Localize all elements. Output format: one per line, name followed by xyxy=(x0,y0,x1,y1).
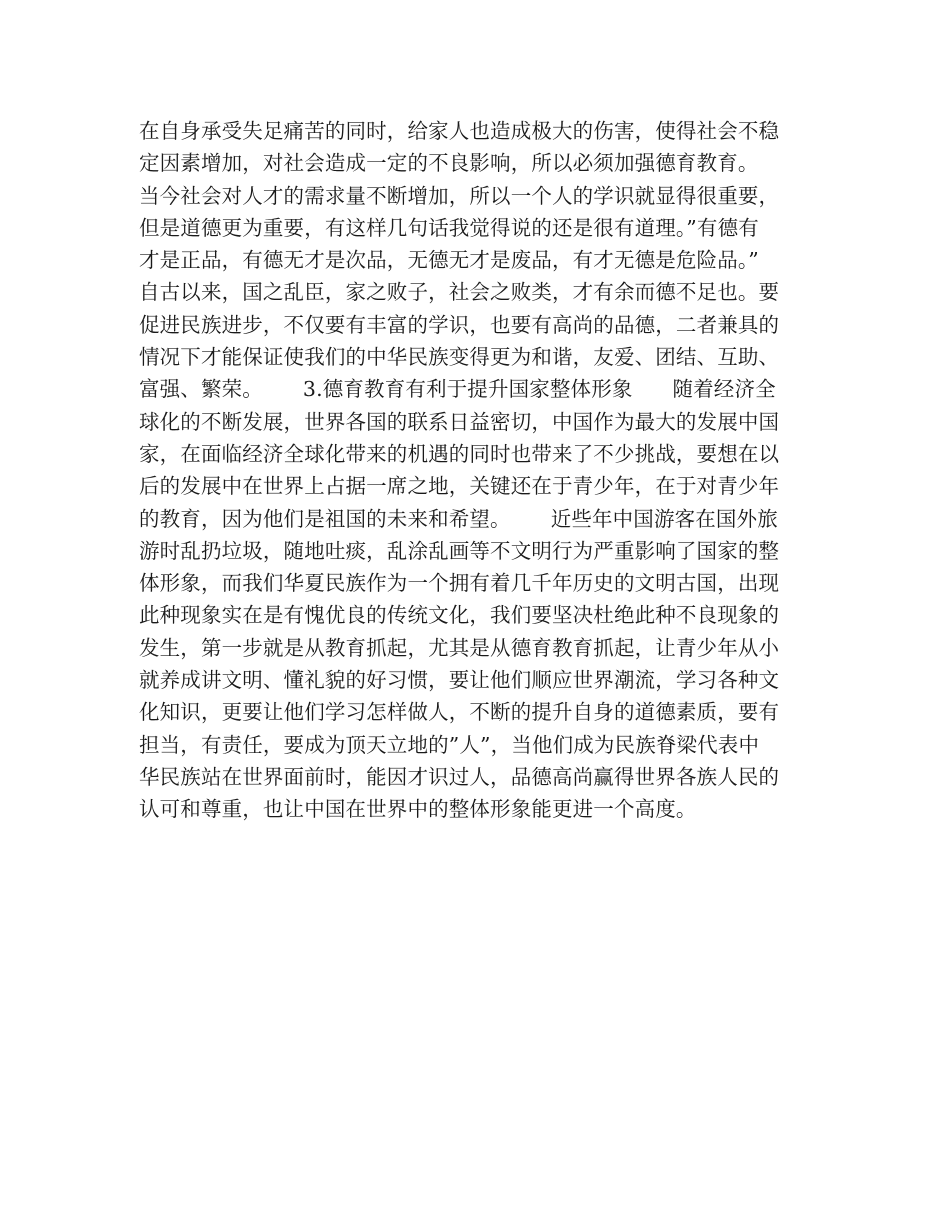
text-line: 当今社会对人才的需求量不断增加，所以一个人的学识就显得很重要， xyxy=(139,183,780,208)
text-line: 家，在面临经济全球化带来的机遇的同时也带来了不少挑战，要想在以 xyxy=(139,441,780,466)
text-line: 富强、繁荣。 3.德育教育有利于提升国家整体形象 随着经济全 xyxy=(139,377,776,402)
text-line: 认可和尊重，也让中国在世界中的整体形象能更进一个高度。 xyxy=(139,797,697,822)
text-line: 华民族站在世界面前时，能因才识过人，品德高尚赢得世界各族人民的 xyxy=(139,764,780,789)
text-line: 定因素增加，对社会造成一定的不良影响，所以必须加强德育教育。 xyxy=(139,151,759,176)
text-line: 情况下才能保证使我们的中华民族变得更为和谐，友爱、团结、互助、 xyxy=(139,345,780,370)
text-line: 在自身承受失足痛苦的同时，给家人也造成极大的伤害，使得社会不稳 xyxy=(139,119,780,143)
text-line: 体形象，而我们华夏民族作为一个拥有着几千年历史的文明古国，出现 xyxy=(139,571,780,596)
text-line: 促进民族进步，不仅要有丰富的学识，也要有高尚的品德，二者兼具的 xyxy=(139,312,780,337)
text-line: 球化的不断发展，世界各国的联系日益密切，中国作为最大的发展中国 xyxy=(139,409,780,434)
text-line: 就养成讲文明、懂礼貌的好习惯，要让他们顺应世界潮流，学习各种文 xyxy=(139,668,780,693)
text-line: 自古以来，国之乱臣，家之败子，社会之败类，才有余而德不足也。要 xyxy=(139,280,780,305)
text-line: 担当，有责任，要成为顶天立地的”人”，当他们成为民族脊梁代表中 xyxy=(139,732,760,757)
text-line: 但是道德更为重要，有这样几句话我觉得说的还是很有道理。”有德有 xyxy=(139,215,759,240)
text-line: 才是正品，有德无才是次品，无德无才是废品，有才无德是危险品。” xyxy=(139,248,759,273)
text-line: 游时乱扔垃圾，随地吐痰，乱涂乱画等不文明行为严重影响了国家的整 xyxy=(139,538,780,563)
text-line: 此种现象实在是有愧优良的传统文化，我们要坚决杜绝此种不良现象的 xyxy=(139,603,780,628)
body-paragraph xyxy=(139,115,819,826)
text-line: 发生，第一步就是从教育抓起，尤其是从德育教育抓起，让青少年从小 xyxy=(139,635,780,660)
text-line: 后的发展中在世界上占据一席之地，关键还在于青少年，在于对青少年 xyxy=(139,474,780,499)
text-line: 化知识，更要让他们学习怎样做人，不断的提升自身的道德素质，要有 xyxy=(139,700,780,725)
text-line: 的教育，因为他们是祖国的未来和希望。 近些年中国游客在国外旅 xyxy=(139,506,778,531)
